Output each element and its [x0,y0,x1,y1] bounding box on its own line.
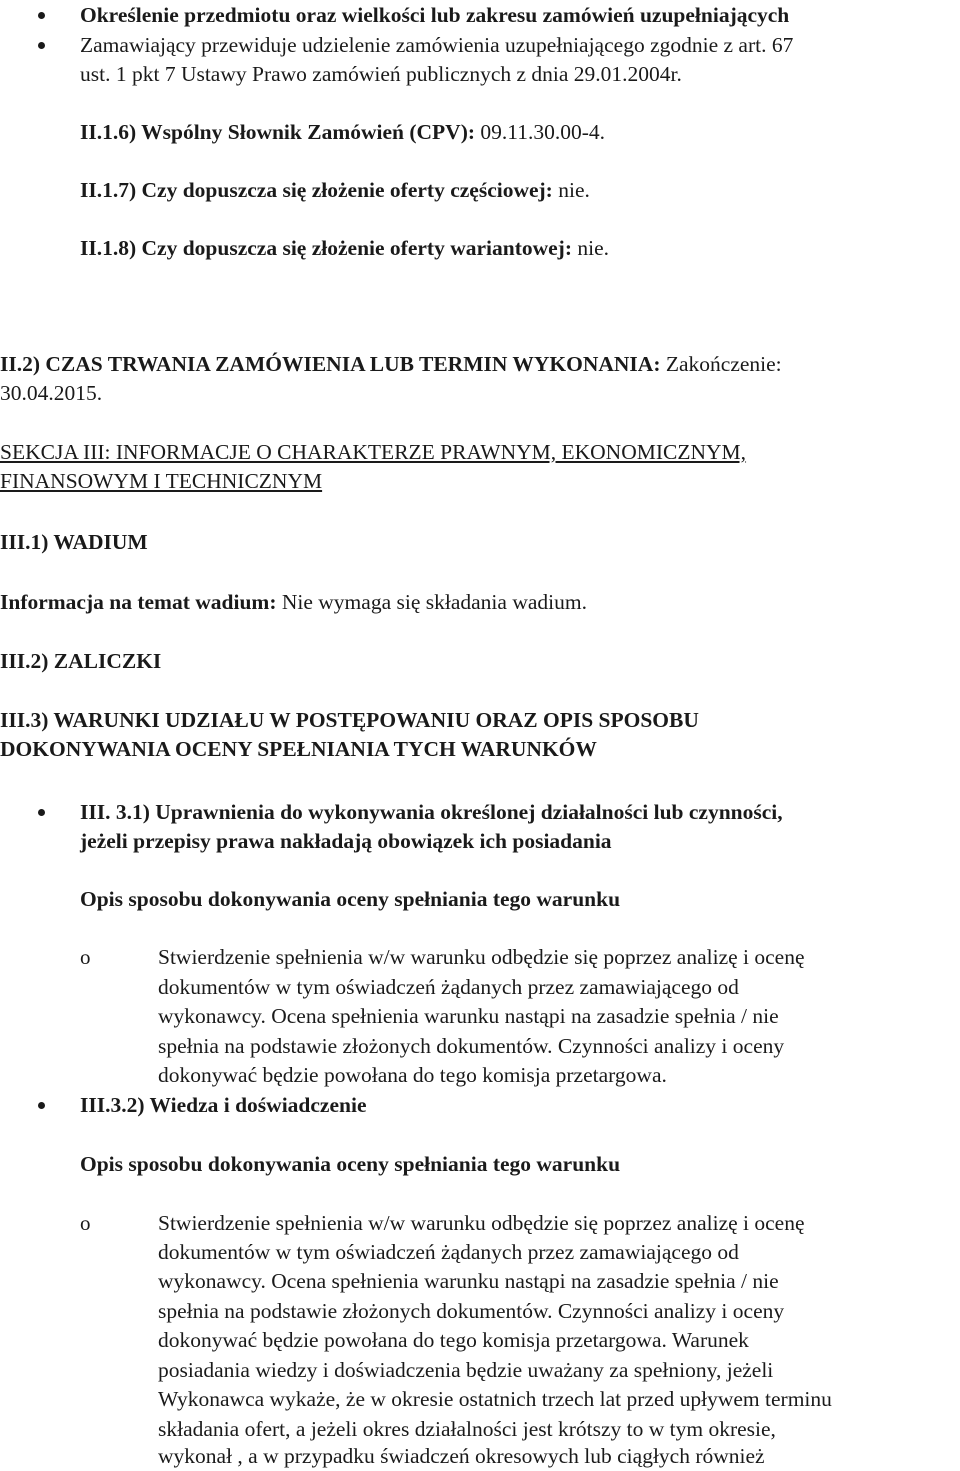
item-ii-1-5-body-line-2: ust. 1 pkt 7 Ustawy Prawo zamówień publicznych z dnia 29.01.2004r. [80,62,682,86]
iii-3-2-title: III.3.2) Wiedza i doświadczenie [80,1093,367,1117]
iii-3-2-text-line-5: dokonywać będzie powołana do tego komisja przetargowa. Warunek [158,1328,749,1352]
iii-3-2-text-line-3: wykonawcy. Ocena spełnienia warunku nastąpi na zasadzie spełnia / nie [158,1269,779,1293]
ii-2-value-line-1: Zakończenie: [660,352,782,376]
iii-3-1-title-line-2: jeżeli przepisy prawa nakładają obowiązek ich posiadania [80,829,612,853]
iii-3-2-text-line-7: Wykonawca wykaże, że w okresie ostatnich trzech lat przed upływem terminu [158,1387,832,1411]
iii-1-heading: III.1) WADIUM [0,530,148,554]
iii-1-info-label: Informacja na temat wadium: [0,590,277,614]
ii-1-7-line [80,175,590,205]
iii-3-1-title-line-1: III. 3.1) Uprawnienia do wykonywania określonej działalności lub czynności, [80,800,783,824]
bullet-dot [38,12,45,19]
bullet-dot [38,809,45,816]
iii-1-info-line [0,587,587,617]
ii-1-6-line [80,117,605,147]
ii-1-6-label: II.1.6) Wspólny Słownik Zamówień (CPV): [80,120,476,144]
ii-1-7-label: II.1.7) Czy dopuszcza się złożenie oferty częściowej: [80,178,553,202]
iii-3-1-text-line-5: dokonywać będzie powołana do tego komisja przetargowa. [158,1063,667,1087]
ii-2-value-line-2: 30.04.2015. [0,381,103,405]
iii-3-heading-line-2: DOKONYWANIA OCENY SPEŁNIANIA TYCH WARUNKÓW [0,737,597,761]
iii-3-1-text-line-4: spełnia na podstawie złożonych dokumentów. Czynności analizy i oceny [158,1034,785,1058]
bullet-dot [38,42,45,49]
iii-3-2-opis: Opis sposobu dokonywania oceny spełniania tego warunku [80,1152,621,1176]
iii-3-2-text-line-8: składania ofert, a jeżeli okres działalności jest krótszy to w tym okresie, [158,1417,776,1441]
iii-3-2-text-line-6: posiadania wiedzy i doświadczenia będzie uważany za spełniony, jeżeli [158,1358,774,1382]
ii-1-7-value: nie. [552,178,590,202]
item-ii-1-5-body-line-1: Zamawiający przewiduje udzielenie zamówienia uzupełniającego zgodnie z art. 67 [80,33,794,57]
iii-3-1-opis: Opis sposobu dokonywania oceny spełniania tego warunku [80,887,621,911]
iii-3-2-text-line-4: spełnia na podstawie złożonych dokumentów. Czynności analizy i oceny [158,1299,785,1323]
ii-2-label: II.2) CZAS TRWANIA ZAMÓWIENIA LUB TERMIN WYKONANIA: [0,352,661,376]
ii-1-8-value: nie. [572,236,610,260]
circle-bullet: o [80,945,91,969]
ii-1-8-label: II.1.8) Czy dopuszcza się złożenie oferty wariantowej: [80,236,572,260]
iii-3-1-text-line-3: wykonawcy. Ocena spełnienia warunku nastąpi na zasadzie spełnia / nie [158,1004,779,1028]
item-ii-1-5-title: Określenie przedmiotu oraz wielkości lub zakresu zamówień uzupełniających [80,3,790,27]
section-iii-title-line-2: FINANSOWYM I TECHNICZNYM [0,469,323,493]
ii-1-8-line [80,233,609,263]
iii-3-2-text-line-2: dokumentów w tym oświadczeń żądanych przez zamawiającego od [158,1240,739,1264]
iii-3-1-text-line-1: Stwierdzenie spełnienia w/w warunku odbędzie się poprzez analizę i ocenę [158,945,805,969]
ii-2-line-1 [0,349,782,379]
section-iii-title-line-1: SEKCJA III: INFORMACJE O CHARAKTERZE PRAWNYM, EKONOMICZNYM, [0,440,747,464]
iii-2-heading: III.2) ZALICZKI [0,649,162,673]
iii-3-1-text-line-2: dokumentów w tym oświadczeń żądanych przez zamawiającego od [158,975,739,999]
ii-1-6-value: 09.11.30.00-4. [475,120,606,144]
iii-1-info-value: Nie wymaga się składania wadium. [276,590,587,614]
iii-3-2-text-line-9: wykonał , a w przypadku świadczeń okresowych lub ciągłych również [158,1444,765,1468]
bullet-dot [38,1102,45,1109]
circle-bullet: o [80,1211,91,1235]
iii-3-heading-line-1: III.3) WARUNKI UDZIAŁU W POSTĘPOWANIU ORAZ OPIS SPOSOBU [0,708,699,732]
iii-3-2-text-line-1: Stwierdzenie spełnienia w/w warunku odbędzie się poprzez analizę i ocenę [158,1211,805,1235]
